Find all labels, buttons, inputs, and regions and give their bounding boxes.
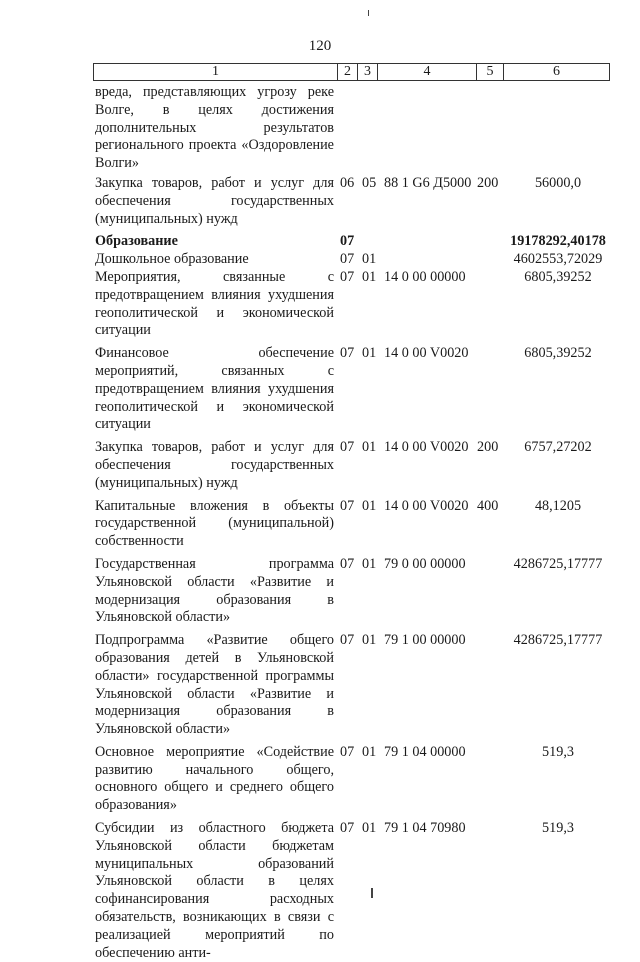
row-subsection-code: 01 xyxy=(362,820,377,837)
row-amount: 48,1205 xyxy=(534,497,582,514)
table-row xyxy=(0,175,640,228)
row-target-article: 14 0 00 00000 xyxy=(384,268,466,285)
table-row xyxy=(0,84,640,173)
row-expense-type: 200 xyxy=(477,439,499,456)
table-row xyxy=(0,233,640,251)
row-section-code: 07 xyxy=(340,632,355,649)
row-target-article: 88 1 G6 Д5000 xyxy=(384,174,472,191)
row-section-code: 07 xyxy=(340,497,355,514)
row-amount: 6805,39252 xyxy=(524,345,592,362)
row-subsection-code: 01 xyxy=(362,439,377,456)
row-amount: 4602553,72029 xyxy=(513,251,603,268)
row-amount: 519,3 xyxy=(542,820,574,837)
row-description: Основное мероприятие «Содействие развитию начального общего, основного общего и среднего общего образования» xyxy=(95,743,334,814)
row-subsection-code: 01 xyxy=(362,251,377,268)
row-target-article: 14 0 00 V0020 xyxy=(384,439,469,456)
row-subsection-code: 01 xyxy=(362,345,377,362)
header-col-1: 1 xyxy=(212,64,219,79)
row-subsection-code: 01 xyxy=(362,555,377,572)
row-target-article: 14 0 00 V0020 xyxy=(384,345,469,362)
header-col-4: 4 xyxy=(377,64,476,80)
row-target-article: 79 1 04 70980 xyxy=(384,820,466,837)
table-row xyxy=(0,556,640,627)
table-row xyxy=(0,251,640,269)
table-row xyxy=(0,632,640,739)
header-col-2: 2 xyxy=(337,64,357,80)
row-amount: 6805,39252 xyxy=(524,268,592,285)
row-target-article: 79 1 00 00000 xyxy=(384,632,466,649)
row-section-code: 07 xyxy=(340,233,355,250)
row-amount: 519,3 xyxy=(542,743,574,760)
table-row xyxy=(0,820,640,962)
row-section-code: 07 xyxy=(340,439,355,456)
table-row xyxy=(0,269,640,340)
row-subsection-code: 01 xyxy=(362,497,377,514)
row-section-code: 07 xyxy=(340,345,355,362)
header-col-3: 3 xyxy=(357,64,377,80)
row-amount: 4286725,17777 xyxy=(513,555,603,572)
row-subsection-code: 01 xyxy=(362,268,377,285)
row-section-code: 07 xyxy=(340,555,355,572)
row-subsection-code: 01 xyxy=(362,632,377,649)
row-target-article: 79 0 00 00000 xyxy=(384,555,466,572)
row-section-code: 07 xyxy=(340,268,355,285)
scan-mark-bottom xyxy=(371,888,373,898)
row-target-article: 79 1 04 00000 xyxy=(384,743,466,760)
row-description: Закупка товаров, работ и услуг для обеспечения государственных (муниципальных) нужд xyxy=(95,439,334,491)
row-description: Дошкольное образование xyxy=(95,251,249,268)
budget-table-body xyxy=(0,84,640,962)
row-amount: 56000,0 xyxy=(534,174,582,191)
row-target-article: 14 0 00 V0020 xyxy=(384,497,469,514)
row-expense-type: 200 xyxy=(477,174,499,191)
row-expense-type: 400 xyxy=(477,497,499,514)
row-description: Государственная программа Ульяновской области «Развитие и модернизация образования в Ульяновской области» xyxy=(95,555,334,626)
row-subsection-code: 01 xyxy=(362,743,377,760)
row-description: Закупка товаров, работ и услуг для обеспечения государственных (муниципальных) нужд xyxy=(95,174,334,227)
row-description: вреда, представляющих угрозу реке Волге, в целях достижения дополнительных результатов регионального проекта «Оздоровление Волги» xyxy=(95,84,334,172)
row-description: Образование xyxy=(95,233,178,250)
page-number: 120 xyxy=(308,38,332,54)
row-description: Финансовое обеспечение мероприятий, связанных с предотвращением влияния ухудшения геополитической и экономической ситуации xyxy=(95,345,334,433)
row-description: Субсидии из областного бюджета Ульяновской области бюджетам муниципальных образований Ульяновской области в целях софинансирования расходных обязательств, возникающих в связи с реализацией мероприятий по обеспечению анти- xyxy=(95,820,334,961)
table-row xyxy=(0,345,640,434)
row-description: Капитальные вложения в объекты государственной (муниципальной) собственности xyxy=(95,497,334,550)
row-description: Подпрограмма «Развитие общего образования детей в Ульяновской области» государственной программы Ульяновской области «Развитие и модернизация образования в Ульяновской области» xyxy=(95,632,334,738)
row-description: Мероприятия, связанные с предотвращением влияния ухудшения геополитической и экономической ситуации xyxy=(95,268,334,339)
row-section-code: 07 xyxy=(340,820,355,837)
table-row xyxy=(0,498,640,551)
row-subsection-code: 05 xyxy=(362,174,377,191)
header-col-6: 6 xyxy=(503,64,609,80)
row-amount: 4286725,17777 xyxy=(513,632,603,649)
header-col-5: 5 xyxy=(476,64,503,80)
table-row xyxy=(0,439,640,492)
row-amount: 19178292,40178 xyxy=(510,233,606,250)
row-amount: 6757,27202 xyxy=(524,439,592,456)
row-section-code: 07 xyxy=(340,743,355,760)
row-section-code: 07 xyxy=(340,251,355,268)
table-header xyxy=(93,63,610,81)
scan-mark-top xyxy=(368,10,369,16)
table-row xyxy=(0,744,640,815)
row-section-code: 06 xyxy=(340,174,355,191)
